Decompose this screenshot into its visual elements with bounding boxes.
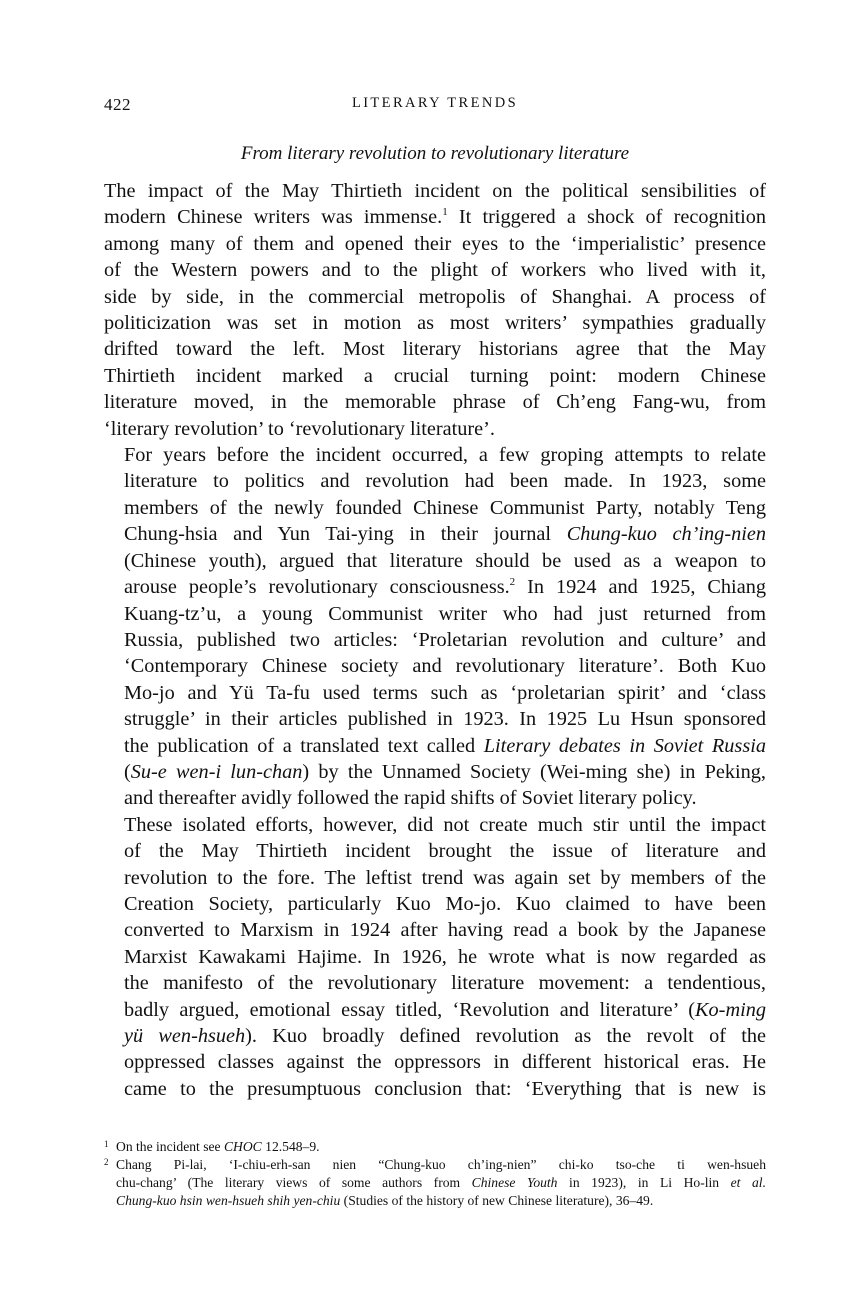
paragraph-1 (104, 178, 766, 442)
text-line: The impact of the May Thirtieth incident on the political sensibilities of (104, 180, 766, 202)
text-line: badly argued, emotional essay titled, ‘Revolution and literature’ (Ko-ming (124, 998, 766, 1021)
text-line: Marxist Kawakami Hajime. In 1926, he wrote what is now regarded as (124, 945, 766, 968)
text-line: converted to Marxism in 1924 after having read a book by the Japanese (124, 919, 766, 942)
footnote-line: chu-chang’ (The literary views of some authors from Chinese Youth in 1923), in Li Ho-lin et al. (116, 1175, 766, 1190)
footnote-mark: 2 (104, 1157, 109, 1167)
footnote-ref-2[interactable]: 2 (509, 576, 516, 589)
text-line: modern Chinese writers was immense.$^1$ It triggered a shock of recognition (104, 206, 766, 229)
text-line: (Chinese youth), argued that literature should be used as a weapon to (124, 549, 766, 572)
text-line: among many of them and opened their eyes to the ‘imperialistic’ presence (104, 232, 766, 255)
book-title: Literary debates in Soviet Russia (483, 734, 766, 757)
text-line: of the Western powers and to the plight of workers who lived with it, (104, 259, 766, 282)
text-line: drifted toward the left. Most literary historians agree that the May (104, 338, 766, 361)
text-line: Creation Society, particularly Kuo Mo-jo. Kuo claimed to have been (124, 892, 766, 915)
footnotes (104, 1138, 766, 1210)
footnote-text: On the incident see CHOC 12.548–9. (116, 1139, 320, 1154)
text-line: of the May Thirtieth incident brought the issue of literature and (124, 840, 766, 863)
text-line: came to the presumptuous conclusion that: ‘Everything that is new is (124, 1077, 766, 1100)
text-line: the manifesto of the revolutionary literature movement: a tendentious, (124, 972, 766, 995)
essay-title-romanized-cont: yü wen-hsueh (124, 1025, 246, 1047)
page-header (104, 95, 766, 119)
text-line: ‘Contemporary Chinese society and revolutionary literature’. Both Kuo (124, 655, 766, 678)
text-line: (Su-e wen-i lun-chan) by the Unnamed Society (Wei-ming she) in Peking, (124, 760, 766, 783)
footnote-2 (104, 1156, 766, 1210)
text-line: yü wen-hsueh). Kuo broadly defined revolution as the revolt of the (124, 1025, 766, 1047)
text-line: ‘literary revolution’ to ‘revolutionary literature’. (104, 417, 496, 440)
text-line: Kuang-tz’u, a young Communist writer who had just returned from (124, 602, 766, 625)
paragraph-2 (104, 442, 766, 812)
page-number: 422 (104, 95, 131, 114)
essay-title-romanized: Ko-ming (695, 998, 766, 1021)
text-line: Chung-hsia and Yun Tai-ying in their journal Chung-kuo ch’ing-nien (124, 523, 766, 546)
text-line: side by side, in the commercial metropolis of Shanghai. A process of (104, 285, 766, 308)
text-line: Russia, published two articles: ‘Proletarian revolution and culture’ and (124, 628, 766, 651)
text-line: literature to politics and revolution had been made. In 1923, some (124, 470, 766, 493)
paragraph-3 (104, 812, 766, 1102)
text-line: members of the newly founded Chinese Communist Party, notably Teng (124, 496, 766, 519)
text-line: the publication of a translated text called Literary debates in Soviet Russia (124, 734, 766, 757)
text-line: These isolated efforts, however, did not create much stir until the impact (124, 813, 766, 836)
text-line: For years before the incident occurred, a few groping attempts to relate (124, 444, 766, 467)
text-line: arouse people’s revolutionary consciousness.$^2$ In 1924 and 1925, Chiang (124, 576, 766, 599)
text-line: literature moved, in the memorable phrase of Ch’eng Fang-wu, from (104, 391, 766, 414)
text-line: politicization was set in motion as most writers’ sympathies gradually (104, 312, 766, 335)
footnote-line: Chung-kuo hsin wen-hsueh shih yen-chiu (Studies of the history of new Chinese literature), 36–49. (116, 1193, 654, 1208)
footnote-line: Chang Pi-lai, ‘I-chiu-erh-san nien “Chung-kuo ch’ing-nien” chi-ko tso-che ti wen-hsueh (116, 1157, 766, 1172)
running-head: LITERARY TRENDS (351, 95, 519, 111)
text-line: and thereafter avidly followed the rapid shifts of Soviet literary policy. (124, 787, 697, 810)
footnote-ref-1[interactable]: 1 (442, 206, 448, 219)
body-text (104, 178, 766, 1102)
footnote-1 (104, 1138, 766, 1156)
text-line: revolution to the fore. The leftist trend was again set by members of the (124, 866, 766, 889)
text-line: Mo-jo and Yü Ta-fu used terms such as ‘proletarian spirit’ and ‘class (124, 681, 766, 704)
journal-title: Chung-kuo ch’ing-nien (566, 523, 766, 546)
text-line: oppressed classes against the oppressors in different historical eras. He (124, 1051, 766, 1074)
section-title: From literary revolution to revolutionary literature (240, 143, 630, 164)
book-title-romanized: Su-e wen-i lun-chan (130, 760, 303, 783)
text-line: Thirtieth incident marked a crucial turning point: modern Chinese (104, 364, 766, 387)
text-line: struggle’ in their articles published in 1923. In 1925 Lu Hsun sponsored (124, 708, 766, 731)
footnote-mark: 1 (104, 1139, 109, 1149)
